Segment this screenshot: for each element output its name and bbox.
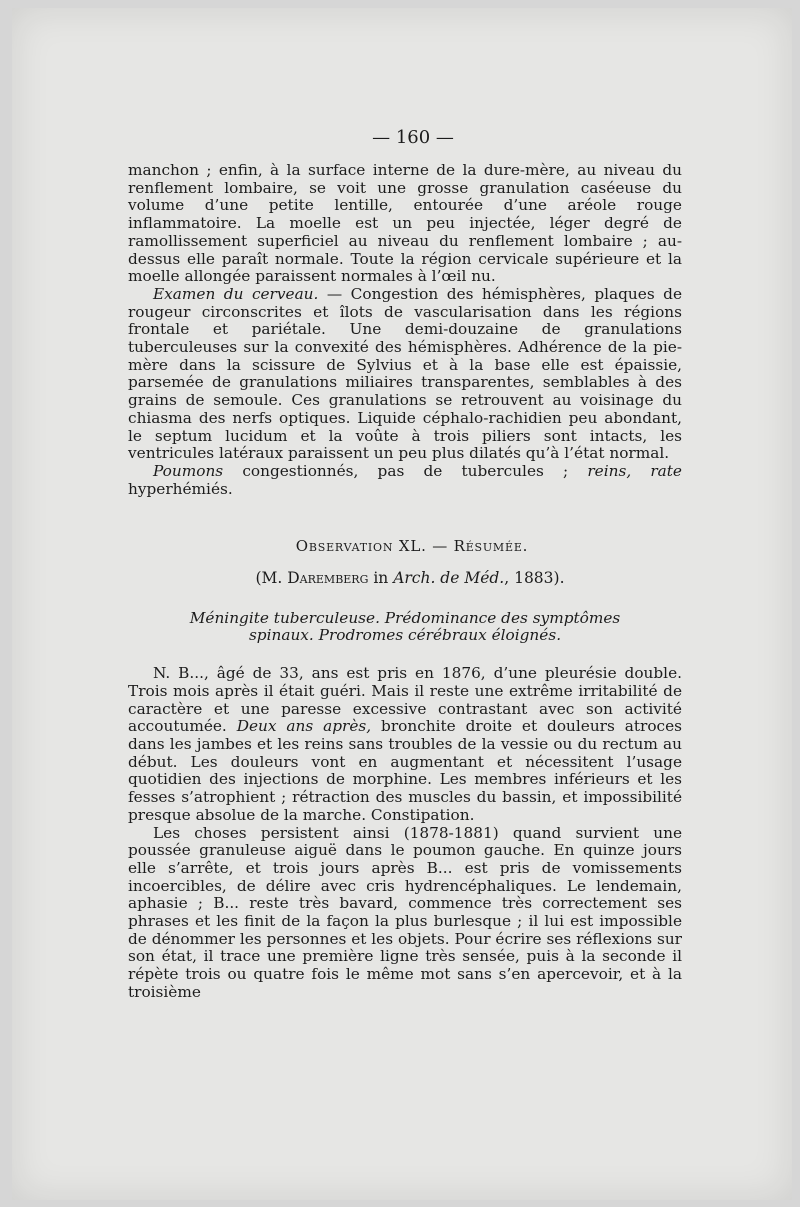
page-number: — 160 — bbox=[372, 127, 454, 148]
term-reins-rate: reins, rate bbox=[587, 461, 682, 480]
observation-subtitle: Méningite tuberculeuse. Prédominance des symptômes spinaux. Prodromes cérébraux éloignés. bbox=[189, 608, 621, 645]
paragraph-cerveau-text: — Congestion des hémisphères, plaques de rougeur circonscrites et îlots de vascularisation dans les régions frontale et pariétale. Une demi-douzaine de granulations tuberculeuses sur la convexité des hémisphères. Adhérence de la pie-mère dans la scissure de Sylvius et à la base elle est épaissie, parsemée de granulations miliaires transparentes, semblables à des grains de semoule. Ces granulations se retrouvent au voisinage du chiasma des nerfs optiques. Liquide céphalo-rachidien peu abondant, le septum lucidum et la voûte à trois piliers sont intacts, les ventricules latéraux paraissent un peu plus dilatés qu’à l’état normal. bbox=[128, 284, 682, 463]
ref-author: Daremberg bbox=[287, 569, 369, 588]
section-heading-cerveau: Examen du cerveau. bbox=[153, 284, 319, 303]
book-page bbox=[12, 8, 792, 1200]
paragraph-evolution: Les choses persistent ainsi (1878-1881) quand survient une poussée granuleuse aiguë dans le poumon gauche. En quinze jours elle s’arrête, et trois jours après B... est pris de vomissements incoercibles, de délire avec cris hydrencéphaliques. Le lendemain, aphasie ; B... reste très bavard, commence très correctement ses phrases et les finit de la façon la plus burlesque ; il lui est impossible de dénommer les personnes et les objets. Pour écrire ses réflexions sur son état, il trace une première ligne très sensée, puis à la seconde il répète trois ou quatre fois le même mot sans s’en apercevoir, et à la troisième bbox=[128, 823, 682, 1001]
paragraph-moelle: manchon ; enfin, à la surface interne de la dure-mère, au niveau du renflement lombaire, se voit une grosse granulation caséeuse du volume d’une petite lentille, entourée d’une aréole rouge inflammatoire. La moelle est un peu injectée, léger degré de ramollissement superficiel au niveau du renflement lombaire ; au-dessus elle paraît normale. Toute la région cervicale supérieure et la moelle allongée paraissent normales à l’œil nu. bbox=[128, 161, 682, 286]
term-poumons: Poumons bbox=[153, 461, 224, 480]
case-history-italic: Deux ans après, bbox=[236, 717, 372, 736]
paragraph-poumons bbox=[128, 463, 682, 498]
case-history-end: bronchite droite et douleurs atroces dans les jambes et les reins sans troubles de la vessie ou du rectum au début. Les douleurs vont en augmentant et nécessitent l’usage quotidien des injections de morphine. Les membres inférieurs et les fesses s’atrophient ; rétraction des muscles du bassin, et impossibilité presque absolue de la marche. Constipation. bbox=[128, 717, 682, 824]
ref-in: in bbox=[368, 569, 394, 588]
paragraph-cerveau bbox=[128, 286, 682, 463]
paragraph-poumons-mid: congestionnés, pas de tubercules ; bbox=[223, 461, 588, 480]
page-content bbox=[128, 128, 682, 1002]
paragraph-poumons-end: hyperhémiés. bbox=[128, 479, 233, 498]
paragraph-case-history bbox=[128, 665, 682, 824]
ref-journal: Arch. de Méd. bbox=[393, 569, 505, 588]
observation-reference bbox=[128, 570, 682, 588]
observation-title: Observation XL. — Résumée. bbox=[295, 537, 529, 556]
ref-open: (M. bbox=[255, 569, 288, 588]
ref-year: , 1883). bbox=[504, 569, 565, 588]
case-history-start: N. B..., âgé de 33, ans est pris en 1876, d’une pleurésie double. Trois mois après il était guéri. Mais il reste une extrême irritabilité de caractère et une paresse excessive contrastant avec son activité accoutumée. bbox=[128, 664, 682, 736]
